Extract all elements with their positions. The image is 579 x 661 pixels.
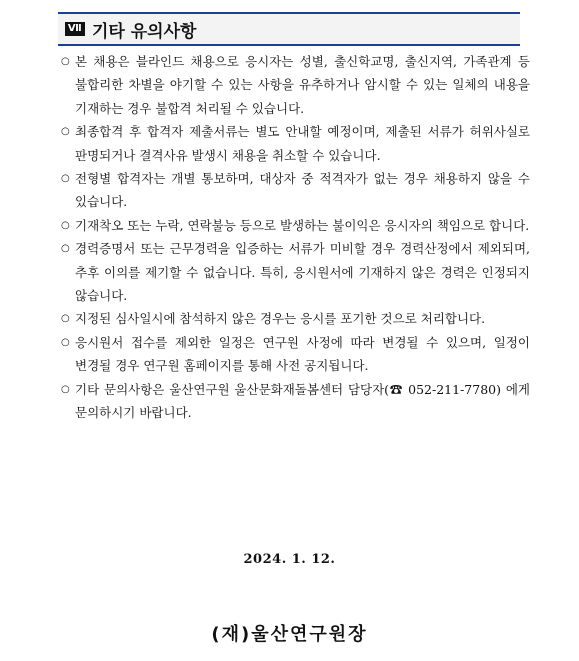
list-item <box>60 237 530 307</box>
notice-text: 전형별 합격자는 개별 통보하며, 대상자 중 적격자가 없는 경우 채용하지 않을 수 있습니다. <box>75 171 530 210</box>
notice-text: 본 채용은 블라인드 채용으로 응시자는 성별, 출신학교명, 출신지역, 가족관계 등 불합리한 차별을 야기할 수 있는 사항을 유추하거나 암시할 수 있는 일체의 내용을 기재하는 경우 불합격 처리될 수 있습니다. <box>75 54 530 116</box>
bullet-icon: ○ <box>61 243 70 255</box>
section-header <box>58 12 520 46</box>
issuer-signature: (재)울산연구원장 <box>211 624 368 645</box>
bullet-icon: ○ <box>61 173 70 185</box>
list-item <box>60 120 530 167</box>
section-title: 기타 유의사항 <box>92 21 197 42</box>
notice-list <box>60 50 530 425</box>
notice-text: 지정된 심사일시에 참석하지 않은 경우는 응시를 포기한 것으로 처리합니다. <box>75 311 486 327</box>
list-item <box>60 214 530 237</box>
list-item <box>60 50 530 120</box>
notice-text: 기타 문의사항은 울산연구원 울산문화재돌봄센터 담당자(☎ 052-211-7780) 에게 문의하시기 바랍니다. <box>75 381 530 421</box>
notice-text: 응시원서 접수를 제외한 일정은 연구원 사정에 따라 변경될 수 있으며, 일정이 변경될 경우 연구원 홈페이지를 통해 사전 공지됩니다. <box>75 334 530 374</box>
bullet-icon: ○ <box>61 313 70 325</box>
bullet-icon: ○ <box>61 219 70 231</box>
list-item <box>60 167 530 214</box>
list-item <box>60 307 530 330</box>
list-item <box>60 331 530 378</box>
notice-text: 최종합격 후 합격자 제출서류는 별도 안내할 예정이며, 제출된 서류가 허위사실로 판명되거나 결격사유 발생시 채용을 취소할 수 있습니다. <box>75 124 530 163</box>
bullet-icon: ○ <box>61 56 70 67</box>
bullet-icon: ○ <box>61 126 70 138</box>
list-item <box>60 378 530 425</box>
bullet-icon: ○ <box>61 336 70 348</box>
notice-text: 경력증명서 또는 근무경력을 입증하는 서류가 미비할 경우 경력산정에서 제외되며, 추후 이의를 제기할 수 없습니다. 특히, 응시원서에 기재하지 않은 경력은 인정되지 않습니다. <box>75 241 530 304</box>
notice-text: 기재착오 또는 누락, 연락불능 등으로 발생하는 불이익은 응시자의 책임으로 합니다. <box>75 217 530 233</box>
section-number-badge: Ⅶ <box>65 22 85 36</box>
bullet-icon: ○ <box>61 383 70 395</box>
announcement-date: 2024. 1. 12. <box>243 552 336 567</box>
